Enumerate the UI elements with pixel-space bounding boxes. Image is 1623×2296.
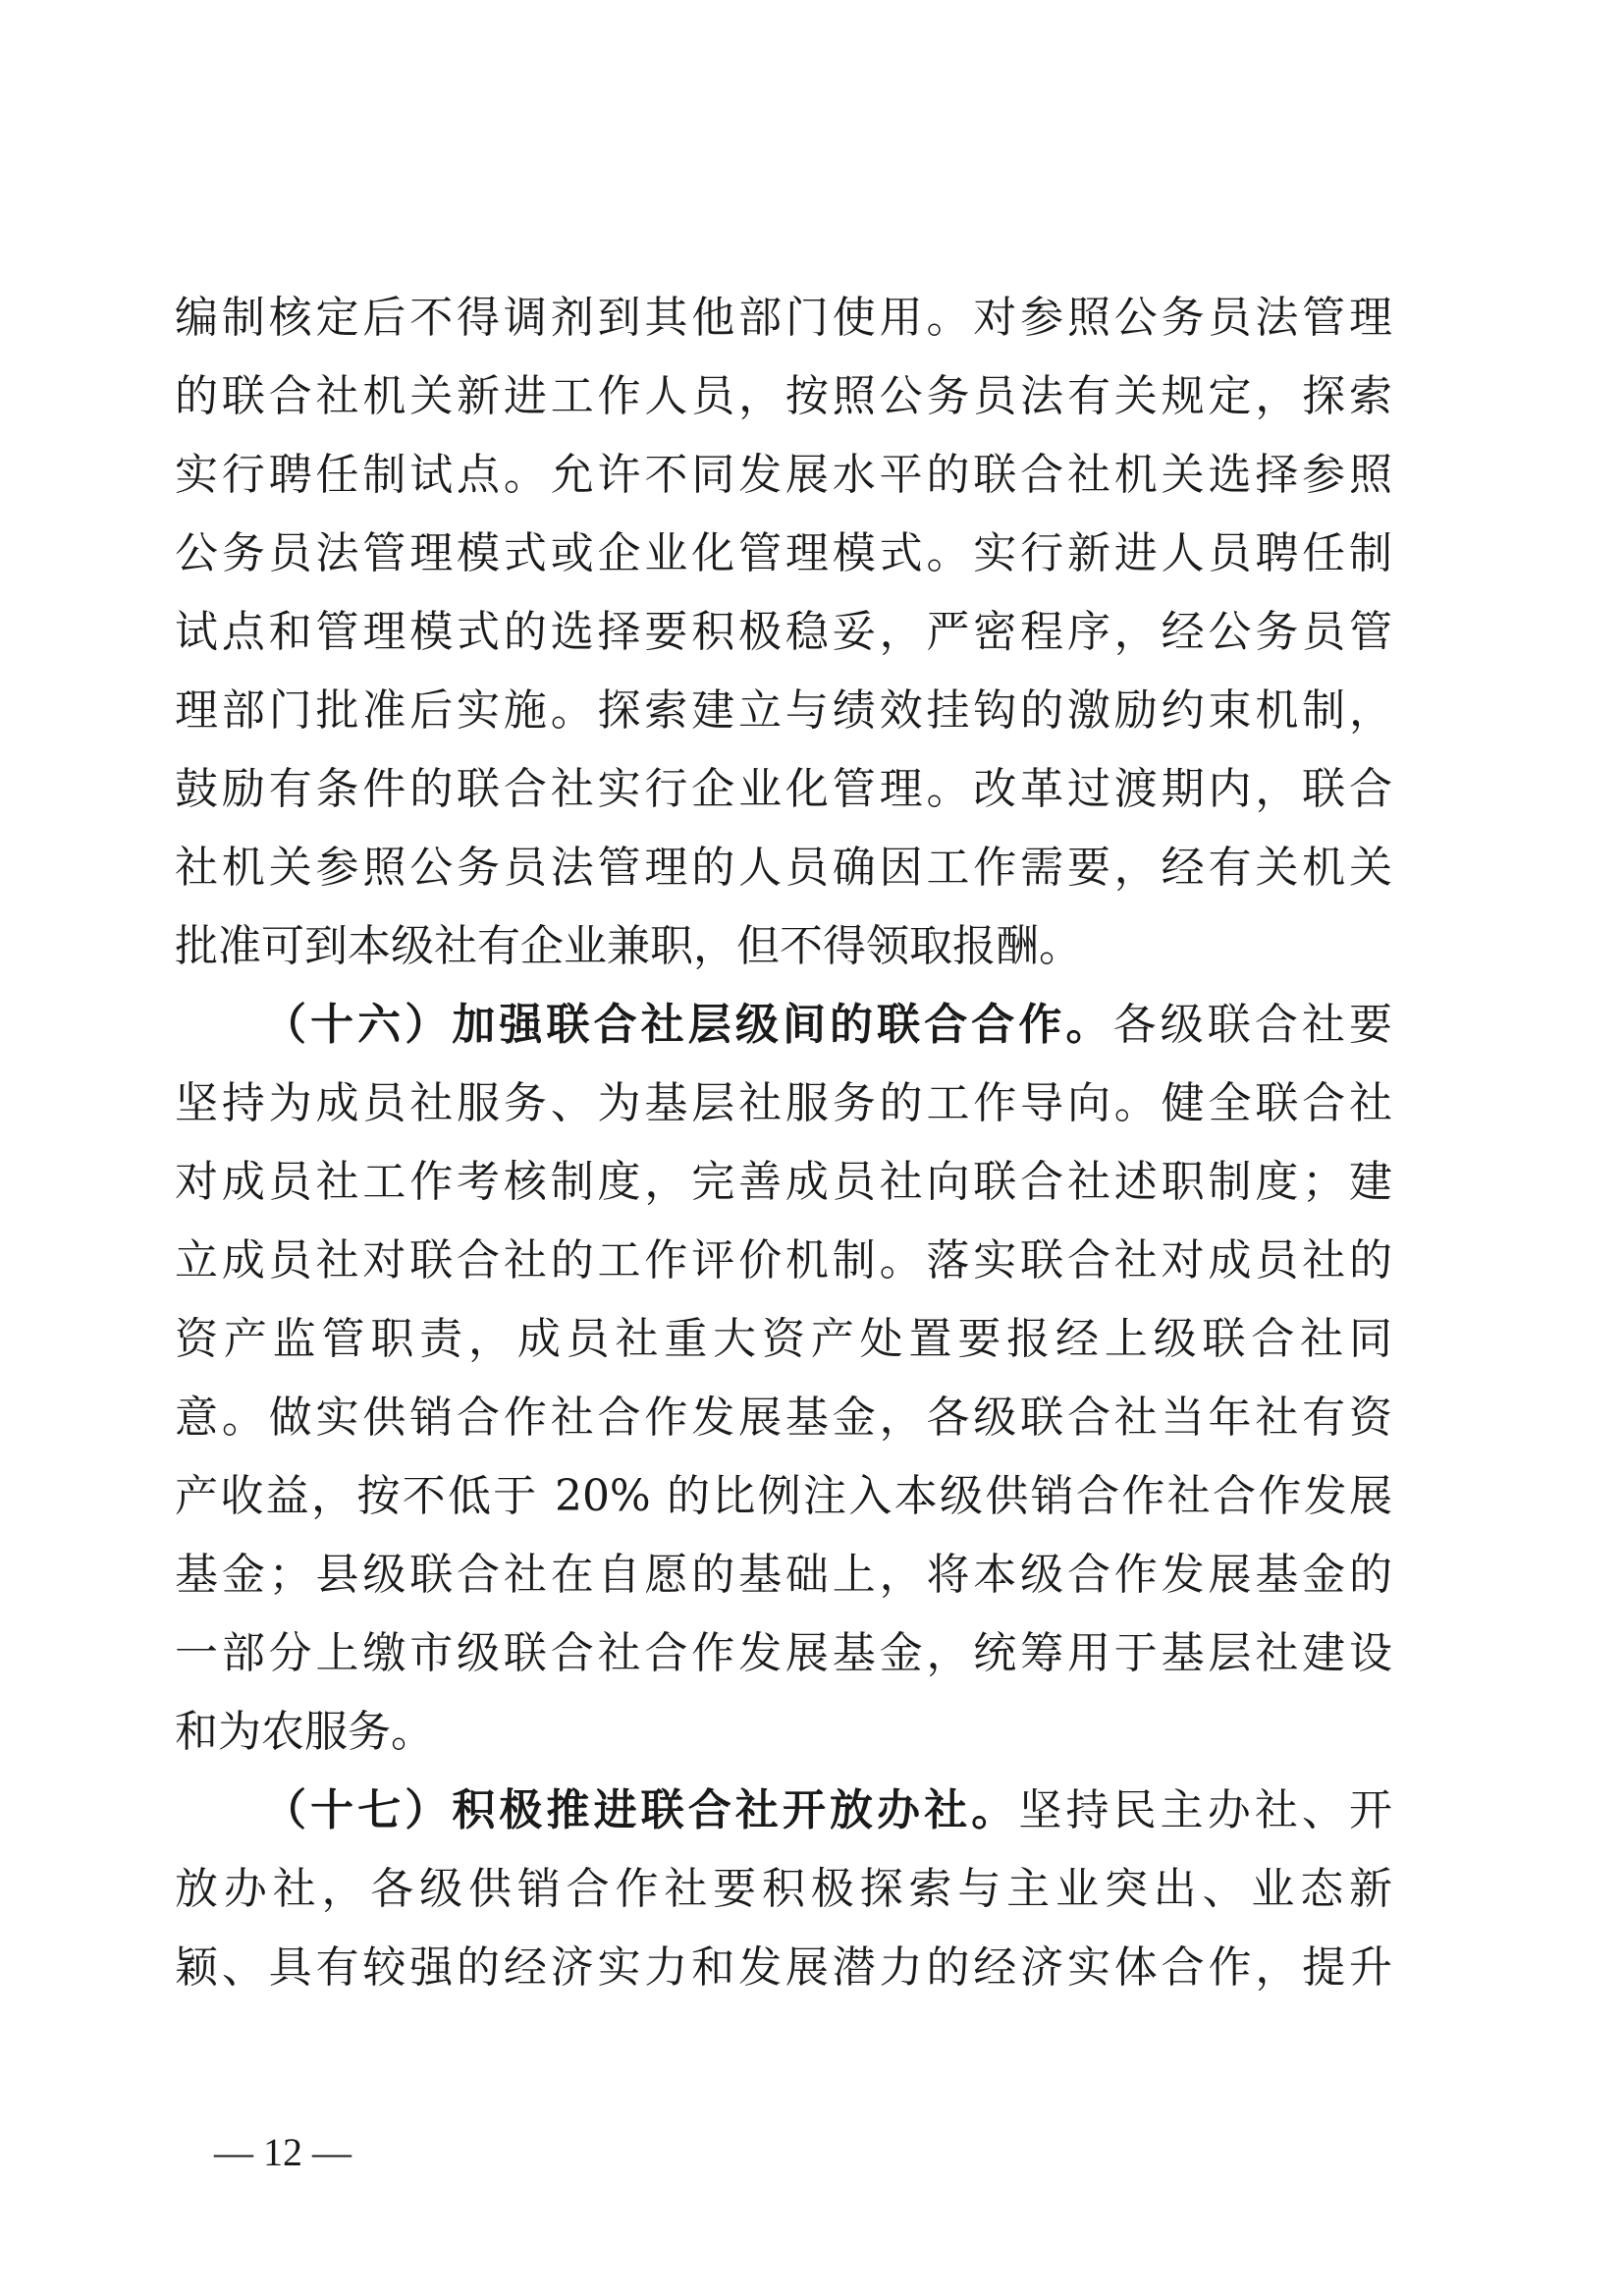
paragraph-line: 资产监管职责，成员社重大资产处置要报经上级联合社同 <box>175 1314 1392 1364</box>
paragraph-line: 立成员社对联合社的工作评价机制。落实联合社对成员社的 <box>175 1235 1392 1285</box>
paragraph-line: 理部门批准后实施。探索建立与绩效挂钩的激励约束机制， <box>175 685 1392 736</box>
paragraph-line: 批准可到本级社有企业兼职，但不得领取报酬。 <box>175 921 1082 971</box>
paragraph-line: 编制核定后不得调剂到其他部门使用。对参照公务员法管理 <box>175 293 1392 343</box>
paragraph-line: 一部分上缴市级联合社合作发展基金，统筹用于基层社建设 <box>175 1628 1392 1678</box>
paragraph-line: 坚持为成员社服务、为基层社服务的工作导向。健全联合社 <box>175 1078 1392 1128</box>
paragraph-line: 意。做实供销合作社合作发展基金，各级联合社当年社有资 <box>175 1393 1392 1443</box>
section-heading-17: （十七）积极推进联合社开放办社。 <box>263 1785 1019 1835</box>
paragraph-line: 鼓励有条件的联合社实行企业化管理。改革过渡期内，联合 <box>175 764 1392 814</box>
paragraph-text: 各级联合社要 <box>1112 1000 1393 1050</box>
paragraph-first-line <box>263 986 1392 1065</box>
paragraph-line: 的联合社机关新进工作人员，按照公务员法有关规定，探索 <box>175 371 1392 421</box>
paragraph-line: 对成员社工作考核制度，完善成员社向联合社述职制度；建 <box>175 1157 1392 1207</box>
paragraph-line: 试点和管理模式的选择要积极稳妥，严密程序，经公务员管 <box>175 607 1392 657</box>
paragraph-line: 公务员法管理模式或企业化管理模式。实行新进人员聘任制 <box>175 528 1392 578</box>
paragraph-line: 社机关参照公务员法管理的人员确因工作需要，经有关机关 <box>175 843 1392 893</box>
paragraph-line: 基金；县级联合社在自愿的基础上，将本级合作发展基金的 <box>175 1550 1392 1600</box>
paragraph-line: 颖、具有较强的经济实力和发展潜力的经济实体合作，提升 <box>175 1942 1392 1993</box>
paragraph-line: 和为农服务。 <box>175 1707 434 1757</box>
paragraph-line: 产收益，按不低于 20% 的比例注入本级供销合作社合作发展 <box>175 1471 1392 1521</box>
section-heading-16: （十六）加强联合社层级间的联合合作。 <box>263 1000 1113 1050</box>
paragraph-line: 实行聘任制试点。允许不同发展水平的联合社机关选择参照 <box>175 450 1392 500</box>
paragraph-line: 放办社，各级供销合作社要积极探索与主业突出、业态新 <box>175 1864 1392 1914</box>
paragraph-text: 坚持民主办社、开 <box>1018 1785 1392 1835</box>
page-number: — 12 — <box>214 2130 352 2174</box>
paragraph-first-line <box>263 1772 1392 1850</box>
